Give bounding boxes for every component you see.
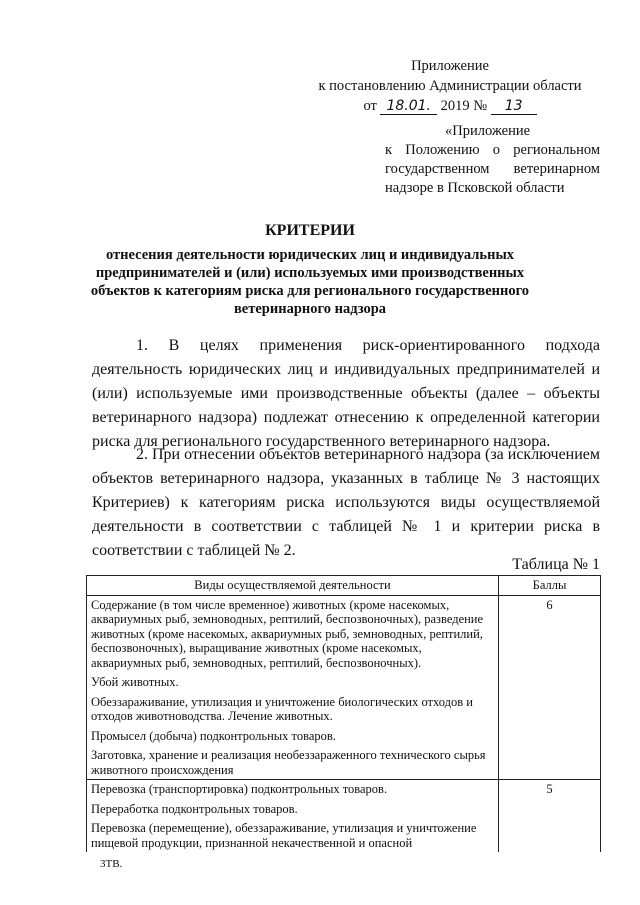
- activity-item: Заготовка, хранение и реализация необеззараженного технического сырья животного происхождения: [91, 748, 486, 777]
- approval-block: [300, 56, 600, 116]
- approval-date-line: [300, 96, 600, 116]
- activity-item: Промысел (добыча) подконтрольных товаров.: [91, 728, 336, 743]
- table-header-row: [87, 576, 601, 596]
- activity-criteria-table: [86, 575, 601, 852]
- score-cell: 6: [499, 595, 601, 780]
- header-activity: Виды осуществляемой деятельности: [87, 576, 499, 596]
- activity-item: Обеззараживание, утилизация и уничтожение биологических отходов и отходов животноводства. Лечение животных.: [91, 694, 474, 723]
- activity-item: Переработка подконтрольных товаров.: [91, 801, 298, 816]
- activity-item: Перевозка (перемещение), обеззараживание, утилизация и уничтожение пищевой продукции, признанной некачественной и опасной: [91, 821, 477, 850]
- approval-decree: к постановлению Администрации области: [318, 78, 582, 94]
- handwritten-date: 18.01.: [380, 98, 437, 115]
- paragraph-1: 1. В целях применения риск-ориентированного подхода деятельность юридических лиц и индивидуальных предпринимателей и (или) используемые ими производственные объекты (далее – объекты ветеринарного надзора) подлежат отнесению к определенной категории риска для регионального государственного ветеринарного надзора.: [92, 337, 600, 450]
- activity-cell: [87, 780, 499, 853]
- document-title: [90, 222, 530, 318]
- footer-code: 3ТВ.: [100, 858, 123, 870]
- approval-title: Приложение: [411, 58, 489, 74]
- table-caption: Таблица № 1: [512, 556, 600, 573]
- title-subtitle: отнесения деятельности юридических лиц и индивидуальных предпринимателей и (или) используемых ими производственных объектов к категориям риска для регионального государственного ветеринарного надзора: [90, 247, 530, 317]
- handwritten-number: 13: [491, 98, 537, 115]
- attachment-text: к Положению о региональном государственном ветеринарном надзоре в Псковской области: [385, 142, 600, 196]
- activity-item: Перевозка (транспортировка) подконтрольных товаров.: [91, 782, 388, 796]
- attachment-title: «Приложение: [445, 123, 531, 139]
- activity-cell: [87, 595, 499, 780]
- year-number-label: 2019 №: [440, 98, 488, 114]
- score-cell: 5: [499, 780, 601, 853]
- table-row: [87, 780, 601, 853]
- header-score: Баллы: [499, 576, 601, 596]
- activity-item: Убой животных.: [91, 675, 179, 689]
- date-prefix: от: [363, 98, 377, 114]
- attachment-block: [385, 122, 600, 198]
- table-row: [87, 595, 601, 780]
- paragraph-2: 2. При отнесении объектов ветеринарного надзора (за исключением объектов ветеринарного надзора, указанных в таблице № 3 настоящих Критериев) к категориям риска используются виды осуществляемой деятельности в соответствии с таблицей № 1 и критерии риска в соответствии с таблицей № 2.: [92, 446, 601, 559]
- title-main: КРИТЕРИИ: [265, 222, 355, 239]
- activity-item: Содержание (в том числе временное) животных (кроме насекомых, аквариумных рыб, земноводных, рептилий, беспозвоночных), разведение животных (кроме насекомых, аквариумных рыб, земноводных, рептилий, беспозвоночных), выращивание животных (кроме насекомых, аквариумных рыб, земноводных, рептилий, беспозвоночных).: [91, 597, 484, 670]
